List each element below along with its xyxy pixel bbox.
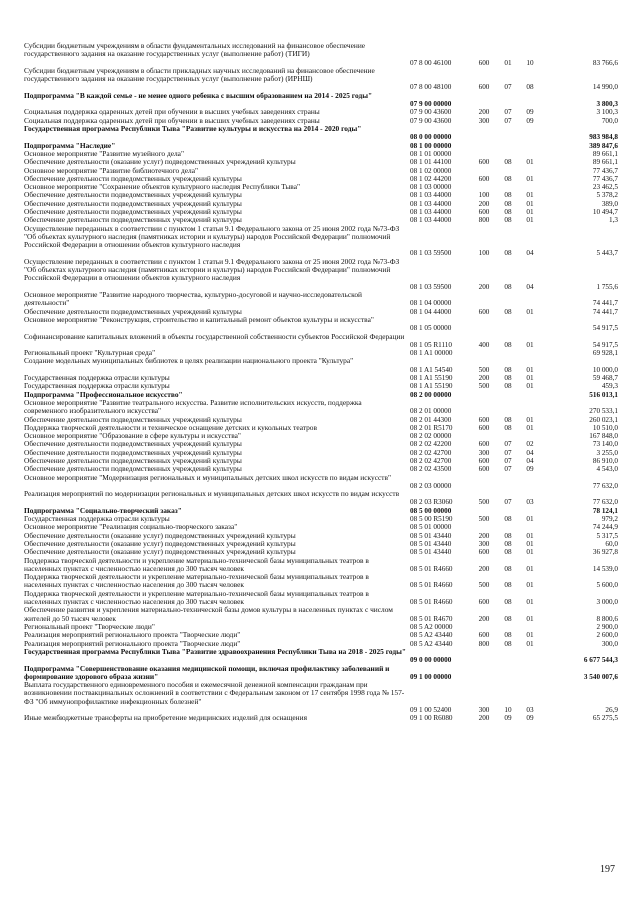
row-subsection: 04 [526, 457, 534, 465]
row-name: Реализация мероприятий по модернизации региональных и муниципальных детских школ искусств по видам искусств [24, 489, 400, 499]
row-expense-type: 200 [478, 714, 490, 723]
table-row [0, 606, 639, 623]
row-expense-type: 200 [478, 531, 490, 540]
row-sum: 983 984,8 [589, 133, 618, 142]
row-expense-type: 600 [478, 174, 490, 183]
row-code: 08 1 05 R1110 [410, 340, 452, 349]
row-code: 08 5 A2 43440 [410, 639, 453, 648]
row-sum: 77 632,0 [592, 481, 618, 490]
table-row [0, 67, 639, 92]
row-sum: 14 990,0 [592, 83, 618, 92]
row-section: 07 [504, 83, 512, 92]
row-section: 08 [504, 282, 512, 291]
row-sum: 10 494,7 [592, 208, 618, 216]
row-section: 08 [504, 639, 512, 648]
row-sum: 5 443,7 [596, 249, 618, 258]
row-sum: 3 000,0 [596, 598, 618, 607]
row-name: Подпрограмма "Наследие" [24, 140, 116, 150]
row-expense-type: 600 [478, 415, 490, 424]
row-code: 07 8 00 46100 [410, 58, 452, 67]
row-expense-type: 500 [478, 498, 490, 507]
row-code: 08 5 00 R5190 [410, 515, 453, 524]
row-sum: 516 013,1 [589, 390, 618, 399]
row-expense-type: 600 [478, 465, 490, 474]
row-name: Субсидии бюджетным учреждениям в области прикладных научных исследований на финансовое обеспечение государственного задания на оказание государственных услуг (выполнение работ) (ИРНШ) [24, 65, 375, 84]
table-row [0, 399, 639, 416]
row-subsection: 01 [526, 548, 534, 557]
row-expense-type: 600 [478, 307, 490, 316]
row-code: 08 5 00 00000 [410, 506, 452, 515]
row-subsection: 04 [526, 282, 534, 291]
row-name: Подпрограмма "Социально-творческий заказ" [24, 505, 182, 515]
row-sum: 74 441,7 [592, 299, 618, 308]
row-name: Поддержка творческой деятельности и техническое оснащение детских и кукольных театров [24, 422, 317, 432]
row-sum: 389,0 [601, 199, 618, 208]
row-expense-type: 600 [478, 631, 490, 640]
row-name: Государственная поддержка отрасли культуры [24, 381, 170, 391]
row-code: 08 1 A1 00000 [410, 349, 453, 358]
row-name: Обеспечение деятельности подведомственных учреждений культуры [24, 439, 242, 449]
row-code: 08 2 02 00000 [410, 432, 452, 441]
row-name: Основное мероприятие "Реализация социально-творческого заказа" [24, 522, 238, 532]
row-section: 08 [504, 548, 512, 557]
row-subsection: 01 [526, 208, 534, 216]
row-expense-type: 200 [478, 614, 490, 623]
row-code: 08 1 05 00000 [410, 324, 452, 333]
row-sum: 6 677 544,3 [583, 656, 618, 665]
row-section: 08 [504, 191, 512, 200]
row-name: Социальная поддержка одаренных детей при обучении в высших учебных заведениях страны [24, 115, 320, 125]
row-name: Обеспечение деятельности подведомственных учреждений культуры [24, 173, 242, 183]
row-code: 08 2 02 42700 [410, 448, 452, 457]
row-name: Основное мероприятие "Развитие музейного дела" [24, 148, 184, 158]
row-name: Региональный проект "Творческие люди" [24, 622, 155, 631]
row-name: Обеспечение деятельности подведомственных учреждений культуры [24, 306, 242, 316]
row-expense-type: 600 [478, 598, 490, 607]
row-name: Обеспечение деятельности подведомственных учреждений культуры [24, 447, 242, 457]
row-code: 08 2 01 00000 [410, 407, 452, 416]
row-name: Государственная поддержка отрасли культуры [24, 373, 170, 382]
row-expense-type: 600 [478, 83, 490, 92]
row-expense-type: 100 [478, 191, 490, 200]
row-sum: 1 755,6 [596, 282, 618, 291]
row-sum: 300,0 [601, 639, 618, 648]
row-expense-type: 500 [478, 365, 490, 374]
row-sum: 60,0 [605, 540, 618, 548]
row-name: Субсидии бюджетным учреждениям в области фундаментальных исследований на финансовое обеспечение государственного задания на оказание государственных услуг (выполнение работ) (ТИГИ) [24, 41, 366, 59]
row-code: 08 2 03 00000 [410, 481, 452, 490]
row-code: 08 0 00 00000 [410, 133, 452, 142]
row-code: 08 1 00 00000 [410, 141, 452, 150]
page-number: 197 [600, 864, 615, 875]
row-expense-type: 200 [478, 564, 490, 573]
row-subsection: 03 [526, 705, 534, 714]
row-code: 08 1 03 44000 [410, 199, 452, 208]
row-sum: 78 124,1 [592, 506, 618, 515]
row-expense-type: 500 [478, 382, 490, 391]
table-row [0, 557, 639, 574]
table-row [0, 333, 639, 350]
table-row [0, 490, 639, 507]
row-sum: 1,3 [609, 216, 618, 225]
row-expense-type: 600 [478, 440, 490, 449]
row-sum: 83 766,6 [592, 58, 618, 67]
row-code: 08 2 03 R3060 [410, 498, 453, 507]
row-name: Обеспечение деятельности (оказание услуг) подведомственных учреждений культуры [24, 157, 296, 167]
row-sum: 5 317,5 [596, 531, 618, 540]
row-name: Основное мероприятие "Развитие театрального искусства. Развитие исполнительских искусств, поддержка современного изобразительного искусства" [24, 397, 362, 416]
row-expense-type: 300 [478, 705, 490, 714]
row-subsection: 01 [526, 540, 534, 548]
row-expense-type: 200 [478, 374, 490, 382]
row-sum: 36 927,8 [592, 548, 618, 557]
row-code: 08 5 01 R4670 [410, 614, 453, 623]
table-row [0, 590, 639, 607]
row-code: 09 1 00 52400 [410, 705, 452, 714]
row-name: Обеспечение деятельности подведомственных учреждений культуры [24, 215, 242, 225]
row-section: 01 [504, 58, 512, 67]
row-section: 08 [504, 365, 512, 374]
row-code: 08 5 01 R4660 [410, 581, 453, 590]
table-row [0, 125, 639, 142]
row-name: Обеспечение деятельности подведомственных учреждений культуры [24, 464, 242, 474]
table-row [0, 681, 639, 714]
row-expense-type: 600 [478, 457, 490, 465]
row-name: Основное мероприятие "Развитие народного творчества, культурно-досуговой и научно-исследовательской деятельности" [24, 290, 363, 308]
row-sum: 77 632,0 [592, 498, 618, 507]
table-row [0, 225, 639, 258]
row-code: 08 1 03 00000 [410, 183, 452, 192]
row-code: 08 5 01 43440 [410, 540, 452, 548]
table-row [0, 291, 639, 308]
table-row [0, 573, 639, 590]
row-name: Поддержка творческой деятельности и укрепление материально-технической базы муниципальных театров в населенных пунктах с численностью населения до 300 тысяч человек [24, 555, 369, 573]
row-section: 08 [504, 382, 512, 391]
row-code: 08 5 A2 00000 [410, 623, 453, 631]
row-subsection: 01 [526, 415, 534, 424]
table-row [0, 316, 639, 333]
row-subsection: 01 [526, 598, 534, 607]
row-sum: 54 917,5 [592, 324, 618, 333]
row-subsection: 01 [526, 374, 534, 382]
row-code: 07 8 00 48100 [410, 83, 452, 92]
row-code: 09 1 00 R6080 [410, 714, 453, 723]
row-code: 08 2 01 44300 [410, 415, 452, 424]
row-code: 08 5 01 R4660 [410, 598, 453, 607]
row-code: 08 1 A1 55190 [410, 382, 453, 391]
row-name: Обеспечение деятельности подведомственных учреждений культуры [24, 190, 242, 200]
row-expense-type: 600 [478, 58, 490, 67]
row-code: 09 1 00 00000 [410, 672, 452, 681]
row-subsection: 01 [526, 158, 534, 167]
row-subsection: 09 [526, 714, 534, 723]
row-name: Основное мероприятие "Реконструкция, строительство и капитальный ремонт объектов культуры и искусства" [24, 314, 374, 324]
row-subsection: 01 [526, 614, 534, 623]
row-sum: 3 540 007,6 [583, 672, 618, 681]
row-subsection: 04 [526, 249, 534, 258]
row-code: 08 1 03 44000 [410, 216, 452, 225]
row-section: 07 [504, 457, 512, 465]
row-name: Иные межбюджетные трансферты на приобретение медицинских изделий для оснащения [24, 713, 307, 723]
row-sum: 459,3 [601, 382, 618, 391]
row-expense-type: 300 [478, 448, 490, 457]
row-code: 08 1 02 00000 [410, 166, 452, 175]
table-row [0, 665, 639, 682]
row-sum: 270 533,1 [589, 407, 618, 416]
row-name: Основное мероприятие "Развитие библиотечного дела" [24, 165, 199, 175]
row-subsection: 01 [526, 631, 534, 640]
row-code: 08 1 03 44000 [410, 208, 452, 216]
row-subsection: 01 [526, 174, 534, 183]
row-code: 08 5 01 R4660 [410, 564, 453, 573]
row-name: Социальная поддержка одаренных детей при обучении в высших учебных заведениях страны [24, 107, 320, 117]
row-code: 07 9 00 43600 [410, 116, 452, 125]
row-section: 07 [504, 465, 512, 474]
row-subsection: 08 [526, 83, 534, 92]
row-name: Выплата государственного единовременного пособия и ежемесячной денежной компенсации гражданам при возникновении поствакцинальных осложнений в соответствии с Федеральным законом от 17 сентября 1998 года № 157-ФЗ "Об иммунопрофилактике инфекционных болезней" [24, 680, 405, 706]
row-section: 07 [504, 448, 512, 457]
row-sum: 167 848,0 [589, 432, 618, 441]
row-expense-type: 800 [478, 216, 490, 225]
row-sum: 10 510,0 [592, 423, 618, 432]
row-section: 10 [504, 705, 512, 714]
row-code: 08 1 03 44000 [410, 191, 452, 200]
row-section: 08 [504, 249, 512, 258]
row-expense-type: 300 [478, 116, 490, 125]
row-subsection: 09 [526, 108, 534, 117]
row-name: Обеспечение деятельности подведомственных учреждений культуры [24, 414, 242, 424]
row-section: 08 [504, 174, 512, 183]
row-section: 08 [504, 208, 512, 216]
row-expense-type: 600 [478, 423, 490, 432]
row-code: 08 1 03 59500 [410, 249, 452, 258]
table-row [0, 648, 639, 665]
row-name: Реализация мероприятий регионального проекта "Творческие люди" [24, 638, 241, 648]
row-expense-type: 500 [478, 515, 490, 524]
row-subsection: 01 [526, 216, 534, 225]
row-subsection: 01 [526, 307, 534, 316]
row-sum: 65 275,5 [592, 714, 618, 723]
row-sum: 59 468,7 [592, 374, 618, 382]
row-name: Обеспечение деятельности (оказание услуг) подведомственных учреждений культуры [24, 547, 296, 557]
row-expense-type: 100 [478, 249, 490, 258]
row-subsection: 10 [526, 58, 534, 67]
row-sum: 260 023,1 [589, 415, 618, 424]
row-section: 08 [504, 374, 512, 382]
row-subsection: 02 [526, 440, 534, 449]
row-section: 08 [504, 581, 512, 590]
row-code: 08 1 01 44100 [410, 158, 452, 167]
row-section: 08 [504, 307, 512, 316]
row-subsection: 01 [526, 515, 534, 524]
row-code: 08 2 00 00000 [410, 390, 452, 399]
row-name: Поддержка творческой деятельности и укрепление материально-технической базы муниципальных театров в населенных пунктах с численностью населения до 300 тысяч человек [24, 588, 369, 607]
row-section: 09 [504, 714, 512, 723]
row-code: 07 9 00 00000 [410, 100, 452, 109]
row-name: Осуществление переданных в соответствии с пунктом 1 статьи 9.1 Федерального закона от 25 июня 2002 года №73-ФЗ "Об объектах культурного наследия (памятниках истории и культуры) народов Российской Федерации" полномочий Российской Федерации в отношении объектов культурного наследия [24, 223, 400, 250]
row-expense-type: 300 [478, 540, 490, 548]
row-sum: 54 917,5 [592, 340, 618, 349]
row-section: 07 [504, 440, 512, 449]
row-sum: 69 928,1 [592, 349, 618, 358]
row-sum: 74 441,7 [592, 307, 618, 316]
row-name: Обеспечение деятельности (оказание услуг) подведомственных учреждений культуры [24, 539, 296, 548]
row-expense-type: 800 [478, 639, 490, 648]
row-sum: 5 378,2 [596, 191, 618, 200]
row-section: 08 [504, 199, 512, 208]
table-row [0, 258, 639, 291]
row-section: 08 [504, 564, 512, 573]
row-sum: 3 800,3 [596, 100, 618, 109]
row-subsection: 01 [526, 365, 534, 374]
row-name: Обеспечение деятельности подведомственных учреждений культуры [24, 456, 242, 465]
row-code: 07 9 00 43600 [410, 108, 452, 117]
row-code: 08 1 A1 54540 [410, 365, 453, 374]
table-row [0, 357, 639, 374]
row-code: 08 1 03 59500 [410, 282, 452, 291]
row-code: 08 1 04 44000 [410, 307, 452, 316]
row-name: Реализация мероприятий регионального проекта "Творческие люди" [24, 630, 241, 640]
row-sum: 8 800,6 [596, 614, 618, 623]
row-section: 08 [504, 216, 512, 225]
row-sum: 14 539,0 [592, 564, 618, 573]
row-subsection: 01 [526, 382, 534, 391]
row-section: 08 [504, 598, 512, 607]
row-section: 08 [504, 158, 512, 167]
row-sum: 89 661,1 [592, 158, 618, 167]
row-name: Региональный проект "Культурная среда" [24, 348, 156, 358]
row-code: 08 5 01 43440 [410, 548, 452, 557]
row-sum: 2 600,0 [596, 631, 618, 640]
row-subsection: 01 [526, 423, 534, 432]
row-name: Создание модельных муниципальных библиотек в целях реализации национального проекта "Культура" [24, 356, 354, 366]
row-name: Осуществление переданных в соответствии с пунктом 1 статьи 9.1 Федерального закона от 25 июня 2002 года №73-ФЗ "Об объектах культурного наследия (памятниках истории и культуры) народов Российской Федерации" полномочий Российской Федерации в отношении объектов культурного наследия [24, 256, 400, 283]
row-sum: 89 661,1 [592, 149, 618, 158]
row-name: Подпрограмма "Профессиональное искусство" [24, 389, 183, 399]
row-sum: 77 436,7 [592, 174, 618, 183]
row-name: Государственная поддержка отрасли культуры [24, 514, 170, 524]
row-name: Обеспечение развития и укрепления материально-технической базы домов культуры в населенных пунктах с числом жителей до 50 тысяч человек [24, 605, 393, 623]
row-expense-type: 500 [478, 581, 490, 590]
row-section: 07 [504, 116, 512, 125]
row-name: Обеспечение деятельности (оказание услуг) подведомственных учреждений культуры [24, 530, 296, 540]
row-code: 08 1 01 00000 [410, 149, 452, 158]
row-sum: 23 462,5 [592, 183, 618, 192]
row-subsection: 01 [526, 199, 534, 208]
row-name: Государственная программа Республики Тыва "Развитие культуры и искусства на 2014 - 2020 годы" [24, 124, 362, 133]
table-row [0, 42, 639, 67]
row-code: 08 1 A1 55190 [410, 374, 453, 382]
row-name: Подпрограмма "В каждой семье - не менее одного ребенка с высшим образованием на 2014 - 2025 годы" [24, 90, 373, 100]
row-name: Основное мероприятие "Сохранение объектов культурного наследия Республики Тыва" [24, 182, 300, 192]
row-name: Основное мероприятие "Образование в сфере культуры и искусства" [24, 431, 241, 441]
row-code: 08 2 02 43500 [410, 465, 452, 474]
row-sum: 5 600,0 [596, 581, 618, 590]
row-code: 08 5 01 43440 [410, 531, 452, 540]
row-subsection: 01 [526, 191, 534, 200]
row-sum: 3 255,0 [596, 448, 618, 457]
row-name: Подпрограмма "Совершенствование оказания медицинской помощи, включая профилактику заболеваний и формирование здорового образа жизни" [24, 663, 390, 681]
row-section: 08 [504, 531, 512, 540]
table-row [0, 474, 639, 491]
row-name: Государственная программа Республики Тыва "Развитие здравоохранения Республики Тыва на 2018 - 2025 годы" [24, 646, 406, 656]
table-row [0, 92, 639, 109]
row-section: 08 [504, 340, 512, 349]
row-sum: 77 436,7 [592, 166, 618, 175]
row-expense-type: 200 [478, 199, 490, 208]
row-subsection: 01 [526, 531, 534, 540]
row-name: Поддержка творческой деятельности и укрепление материально-технической базы муниципальных театров в населенных пунктах с численностью населения до 300 тысяч человек [24, 572, 369, 590]
row-subsection: 04 [526, 448, 534, 457]
row-section: 07 [504, 108, 512, 117]
row-subsection: 09 [526, 465, 534, 474]
row-name: Обеспечение деятельности подведомственных учреждений культуры [24, 207, 242, 216]
row-section: 08 [504, 423, 512, 432]
row-code: 09 0 00 00000 [410, 656, 452, 665]
row-expense-type: 600 [478, 548, 490, 557]
row-name: Основное мероприятие "Модернизация региональных и муниципальных детских школ искусств по видам искусств" [24, 472, 392, 482]
row-sum: 3 100,3 [596, 108, 618, 117]
row-sum: 74 244,9 [592, 523, 618, 532]
row-name: Обеспечение деятельности подведомственных учреждений культуры [24, 198, 242, 208]
row-code: 08 5 A2 43440 [410, 631, 453, 640]
row-expense-type: 400 [478, 340, 490, 349]
row-subsection: 01 [526, 564, 534, 573]
row-section: 08 [504, 540, 512, 548]
row-subsection: 01 [526, 581, 534, 590]
row-code: 08 2 02 42700 [410, 457, 452, 465]
row-expense-type: 200 [478, 108, 490, 117]
row-sum: 700,0 [601, 116, 618, 125]
row-code: 08 1 04 00000 [410, 299, 452, 308]
table-row [0, 714, 639, 722]
row-subsection: 01 [526, 639, 534, 648]
row-code: 08 2 01 R5170 [410, 423, 453, 432]
row-section: 08 [504, 631, 512, 640]
row-sum: 26,9 [605, 705, 618, 714]
row-section: 08 [504, 415, 512, 424]
row-code: 08 1 02 44200 [410, 174, 452, 183]
row-sum: 979,2 [601, 515, 618, 524]
row-sum: 10 000,0 [592, 365, 618, 374]
row-sum: 389 847,6 [589, 141, 618, 150]
row-expense-type: 600 [478, 208, 490, 216]
row-sum: 73 140,0 [592, 440, 618, 449]
row-sum: 4 543,0 [596, 465, 618, 474]
row-expense-type: 600 [478, 158, 490, 167]
row-subsection: 03 [526, 498, 534, 507]
row-sum: 86 910,0 [592, 457, 618, 465]
row-code: 08 5 01 00000 [410, 523, 452, 532]
row-section: 08 [504, 614, 512, 623]
row-expense-type: 200 [478, 282, 490, 291]
row-section: 08 [504, 515, 512, 524]
row-subsection: 09 [526, 116, 534, 125]
row-code: 08 2 02 42200 [410, 440, 452, 449]
row-section: 07 [504, 498, 512, 507]
row-name: Софинансирование капитальных вложений в объекты государственной собственности субъектов Российской Федерации [24, 331, 405, 341]
row-subsection: 01 [526, 340, 534, 349]
row-sum: 2 900,0 [596, 623, 618, 631]
